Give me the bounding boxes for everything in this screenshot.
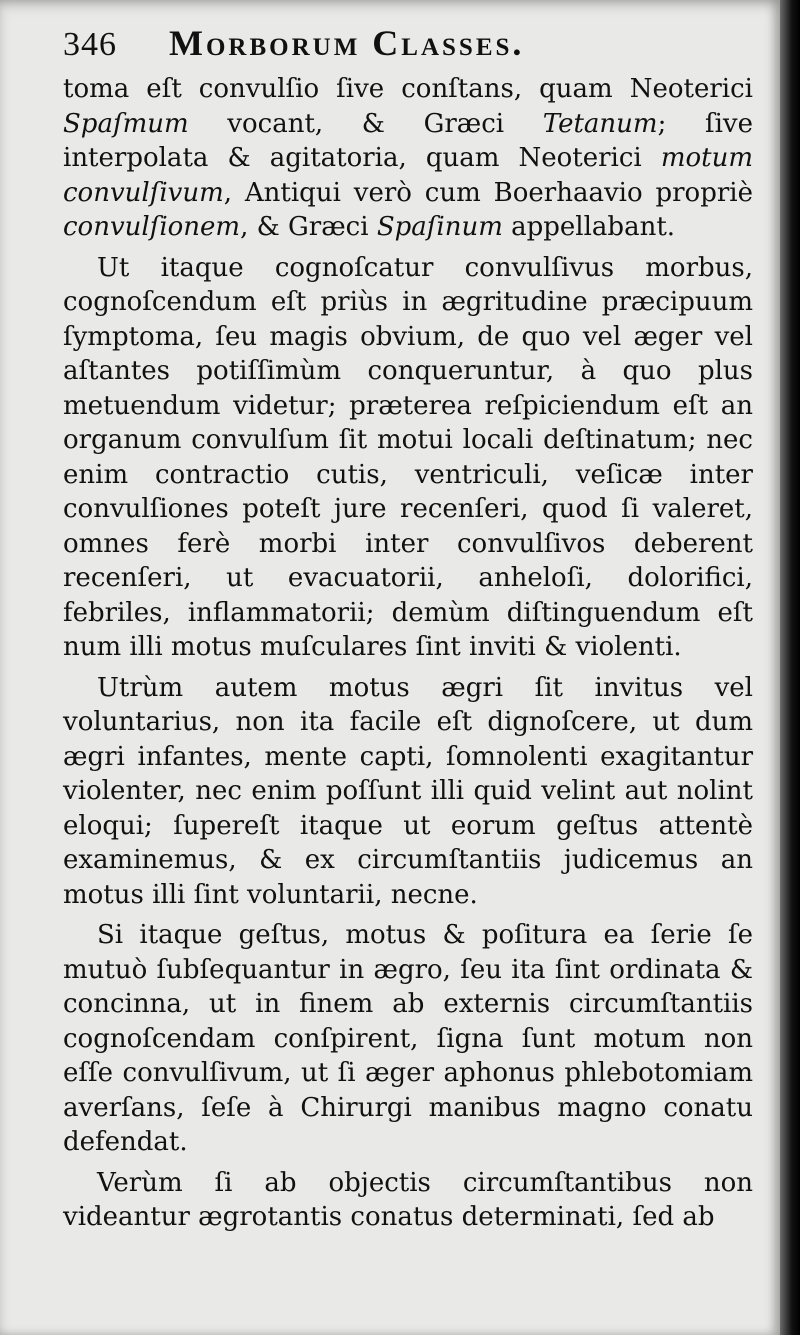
text-run: Utrùm autem motus ægri ſit invitus vel voluntarius, non ita facile eſt dignoſcere, ut dum ægri infantes, mente capti, ſomnolenti exagitantur violenter, nec enim poſſunt illi quid velint aut nolint eloqui; ſupereſt itaque ut eorum geſtus attentè examinemus, & ex circumſtantiis judicemus an motus illi ſint voluntarii, necne.	[63, 672, 753, 910]
paragraph	[63, 251, 753, 665]
text-run: Ut itaque cognoſcatur convulſivus morbus, cognoſcendum eſt priùs in ægritudine præcipuum ſymptoma, ſeu magis obvium, de quo vel æger vel aſtantes potiſſimùm conqueruntur, à quo plus metuendum videtur; præterea reſpiciendum eſt an organum convulſum ſit motui locali deſtinatum; nec enim contractio cutis, ventriculi, veſicæ inter convulſiones poteſt jure recenſeri, quod ſi valeret, omnes ferè morbi inter convulſivos deberent recenſeri, ut evacuatorii, anheloſi, dolorifici, febriles, inflammatorii; demùm diſtinguendum eſt num illi motus muſculares ſint inviti & violenti.	[63, 252, 753, 662]
paragraph	[63, 671, 753, 913]
text-run: appellabant.	[502, 212, 676, 242]
italic-term: Tetanum	[542, 108, 658, 139]
page-edge-shadow	[780, 0, 800, 1335]
text-run: Si itaque geſtus, motus & poſitura ea ſerie ſe mutuò ſubſequantur in ægro, ſeu ita ſint ordinata & concinna, ut in finem ab externis circumſtantiis cognoſcendam conſpirent, ſigna ſunt motum non eſſe convulſivum, ut ſi æger aphonus phlebotomiam averſans, ſeſe à Chirurgi manibus magno conatu defendat.	[63, 920, 753, 1157]
paragraph	[63, 918, 753, 1160]
page-content	[63, 14, 753, 1241]
text-run: toma eſt convulſio ſive conſtans, quam Neoterici	[63, 74, 753, 104]
running-head-title: Morborum Classes.	[169, 23, 525, 63]
text-run: , & Græci	[240, 212, 377, 242]
body-text	[63, 72, 753, 1235]
text-run: vocant, & Græci	[188, 108, 543, 139]
page-number: 346	[63, 26, 117, 63]
text-run: ; ſive interpolata & agitatoria, quam Neoterici	[63, 108, 754, 173]
text-run: Verùm ſi ab objectis circumſtantibus non videantur ægrotantis conatus determinati, ſed ab	[63, 1167, 753, 1232]
paragraph	[63, 72, 753, 245]
running-header	[63, 14, 753, 72]
text-run: , Antiqui verò cum Boerhaavio propriè	[223, 177, 753, 208]
paragraph	[63, 1166, 753, 1235]
italic-term: Spaſmum	[63, 108, 189, 139]
italic-term: convulſionem	[63, 212, 241, 242]
italic-term: motum convulſivum	[63, 143, 753, 208]
italic-term: Spaſinum	[376, 212, 503, 242]
